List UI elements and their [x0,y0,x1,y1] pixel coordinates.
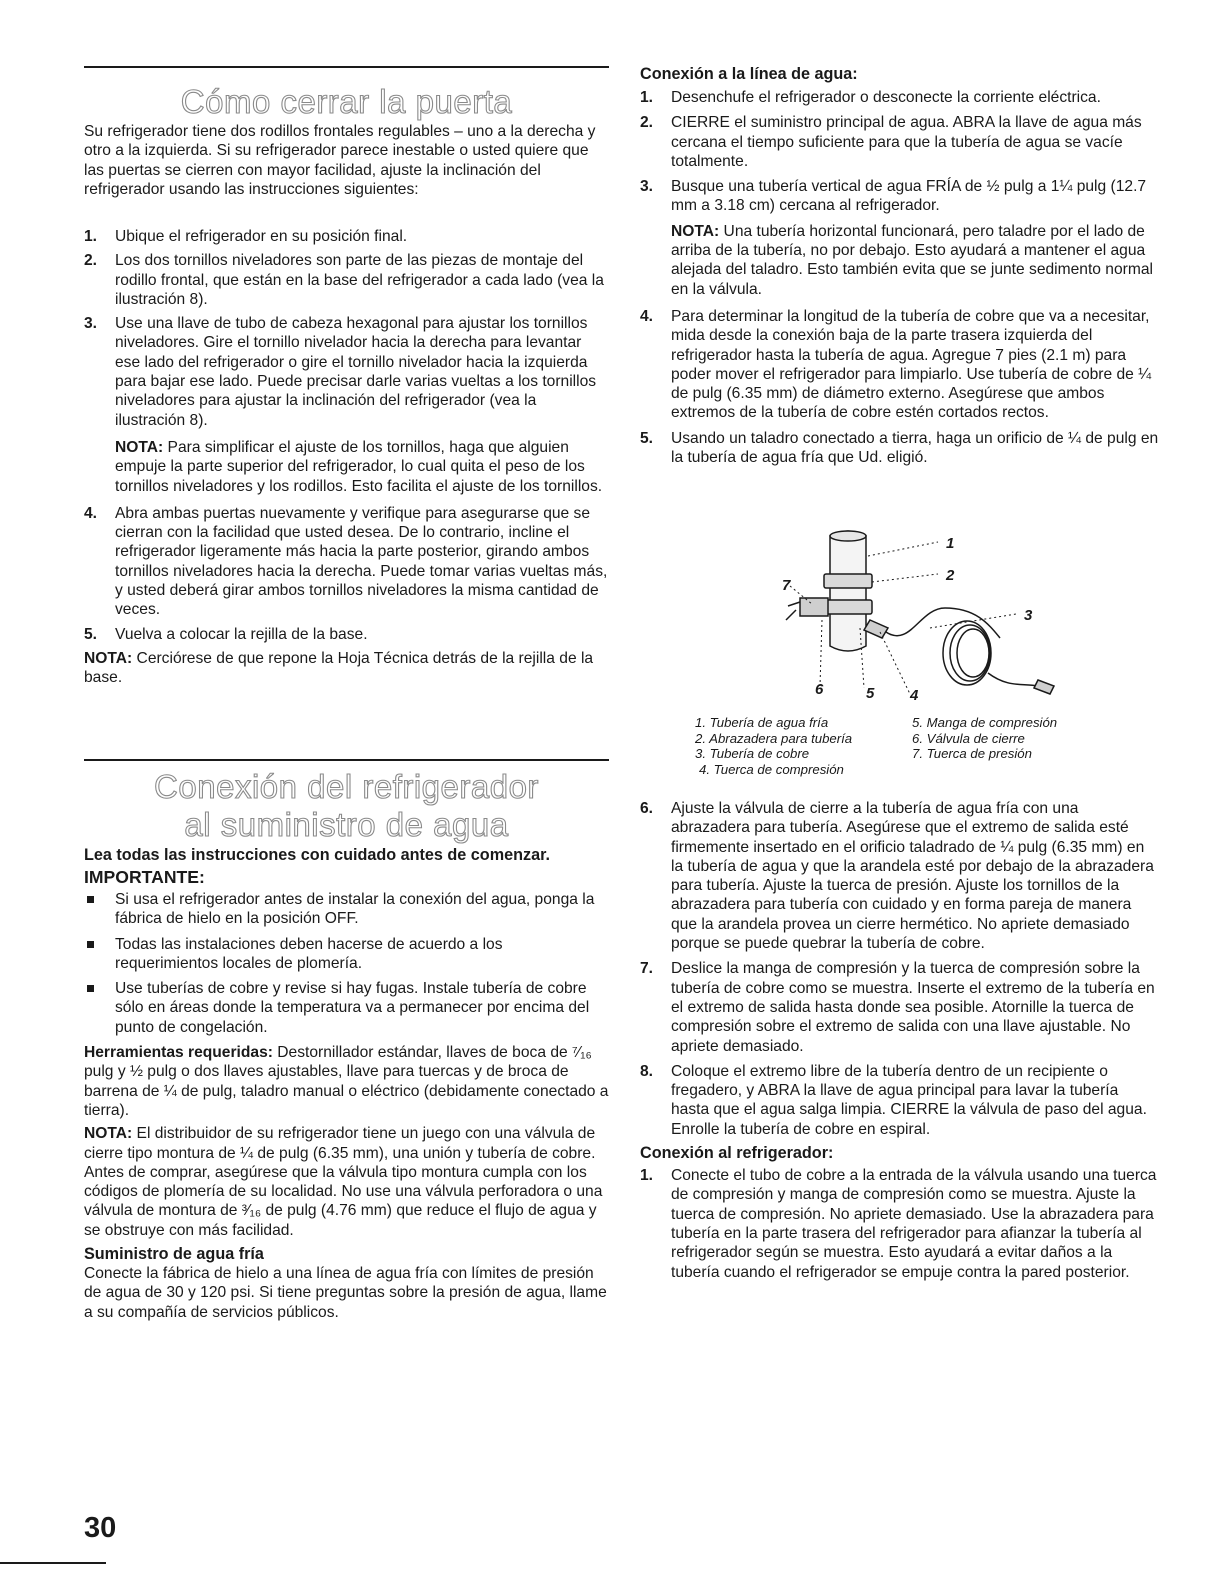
water-line-heading: Conexión a la línea de agua: [640,65,858,83]
figure-legend-left: 1. Tubería de agua fría 2. Abrazadera para tubería 3. Tubería de cobre 4. Tuerca de compresión [695,715,853,777]
note-horizontal-pipe: NOTA: Una tubería horizontal funcionará, pero taladre por el lado de arriba de la tubería, no por debajo. Esto ayudará a mantener el agua alejada del taladro. Esto también evita que se junte sedimento normal en la válvula. [671,222,1153,298]
list-item: 2. CIERRE el suministro principal de agua. ABRA la llave de agua más cercana el tiempo suficiente para que la tubería de agua se vacíe totalmente. [640,114,1142,170]
list-item: 1. Conecte el tubo de cobre a la entrada de la válvula usando una tuerca de compresión y manga de compresión como se muestra. Ajuste la tuerca de compresión. No apriete demasiado. Use la abrazadera para tubería en la parte trasera del refrigerador para afianzar la tubería al refrigerador según se muestra. Esto ayudará a evitar daños a la tubería cuando el refrigerador se empuje contra la pared posterior. [640,1167,1157,1281]
list-item: 5. Usando un taladro conectado a tierra, haga un orificio de ¼ de pulg en la tubería de agua fría que Ud. eligió. [640,429,1159,467]
list-item: Si usa el refrigerador antes de instalar la conexión del agua, ponga la fábrica de hielo en la posición OFF. [84,890,609,929]
water-line-steps-continued [640,799,1160,1282]
bullet-square-icon [87,985,94,992]
note-leveling: NOTA: Para simplificar el ajuste de los tornillos, haga que alguien empuje la parte superior del refrigerador, lo cual quita el peso de los tornillos niveladores y los rodillos. Esto facilita el ajuste de los tornillos. [115,438,603,495]
tube-end-nut-shape [1034,680,1054,694]
leader-line [820,620,822,686]
callout-5: 5 [866,685,875,702]
shutoff-valve-shape [800,598,828,616]
list-item: 7. Deslice la manga de compresión y la tuerca de compresión sobre la tubería de cobre como se muestra. Inserte el extremo de la tubería en el extremo de salida hasta donde sea posible. Atornille la tuerca de compresión sobre el extremo de salida con una llave ajustable. No apriete demasiado. [640,960,1155,1055]
list-item [640,222,1160,299]
cold-water-heading: Suministro de agua fría [84,1245,264,1264]
pipe-top-shape [830,531,866,541]
pipe-clamp-lower-shape [824,600,872,614]
list-item: 4. Abra ambas puertas nuevamente y verifique para asegurarse que se cierran con la facilidad que usted desea. De lo contrario, incline el refrigerador ligeramente más hacia la parte posterior, girando ambos tornillos niveladores hacia la derecha. Puede tomar varias vueltas más, y usted deberá girar ambos tornillos niveladores la misma cantidad de veces. [84,504,608,619]
list-item: 3. Use una llave de tubo de cabeza hexagonal para ajustar los tornillos niveladores. Gire el tornillo nivelador hacia la derecha para levantar ese lado del refrigerador o gire el tornillo nivelador hacia la izquierda para bajar ese lado. Puede precisar darle varias vueltas a los tornillos niveladores para ajustar la inclinación del refrigerador (vea la ilustración 8). [84,315,597,429]
list-item: 1. Ubique el refrigerador en su posición final. [84,228,408,245]
section-rule-top [84,66,609,68]
footer-rule [0,1562,106,1564]
list-item: 3. Busque una tubería vertical de agua FRÍA de ½ pulg a 1¼ pulg (12.7 mm a 3.18 cm) cercana al refrigerador. [640,178,1147,215]
section-heading-water-line-1: Conexión del refrigerador [154,768,539,805]
list-item: 1. Desenchufe el refrigerador o desconecte la corriente eléctrica. [640,89,1101,106]
section-heading-close-door: Cómo cerrar la puerta [180,83,513,120]
callout-1: 1 [946,535,955,552]
callout-4: 4 [910,687,919,704]
compression-nut-shape [864,620,888,638]
copper-tube-end-shape [988,673,1038,686]
note-tech-sheet: NOTA: Cerciórese de que repone la Hoja Técnica detrás de la rejilla de la base. [84,649,594,687]
copper-coil-ring-2 [950,625,990,681]
list-item: 5. Vuelva a colocar la rejilla de la base. [84,625,368,643]
figure-legend-right: 5. Manga de compresión 6. Válvula de cierre 7. Tuerca de presión [912,715,1058,762]
fridge-connection-heading: Conexión al refrigerador: [640,1144,834,1163]
water-connection-body [84,845,609,1322]
section-heading-water-line-2: al suministro de agua [184,806,509,843]
read-instructions-heading: Lea todas las instrucciones con cuidado antes de comenzar. [84,846,550,864]
list-item: 2. Los dos tornillos niveladores son parte de las piezas de montaje del rodillo frontal, que están en la base del refrigerador a cada lado (vea la ilustración 8). [84,252,604,308]
list-item: 4. Para determinar la longitud de la tubería de cobre que va a necesitar, mida desde la conexión baja de la parte trasera izquierda del refrigerador hasta la tubería de agua. Agregue 7 pies (2.1 m) para poder mover el refrigerador para limpiarlo. Use tubería de cobre de ¼ de pulg (6.35 mm) de diámetro externo. Asegúrese que ambos extremos de la tubería de cobre estén cortados rectos. [640,307,1152,422]
intro-paragraph: Su refrigerador tiene dos rodillos frontales regulables – uno a la derecha y otro a la izquierda. Si su refrigerador parece inestable o usted quiere que las puertas se cierren con mayor facilidad, ajuste la inclinación del refrigerador usando las instrucciones siguientes: [84,123,596,198]
list-item [84,438,609,496]
tools-required: Herramientas requeridas: Destornillador estándar, llaves de boca de ⁷⁄₁₆ pulg y ½ pulg o dos llaves ajustables, llave para tuercas y de broca de barrena de ¼ de pulg, taladro manual o eléctrico (debidamente conectado a tierra). [84,1044,609,1119]
list-item: Use tuberías de cobre y revise si hay fugas. Instale tubería de cobre sólo en áreas donde la temperatura va a permanecer por encima del punto de congelación. [84,979,609,1037]
pipe-clamp-shape [824,574,872,588]
callout-3: 3 [1024,607,1033,624]
callout-7: 7 [782,577,791,594]
leader-line [872,574,938,582]
door-steps-list [84,227,609,688]
valve-connection-figure [760,528,1100,708]
callout-2: 2 [946,567,955,584]
important-heading: IMPORTANTE: [84,867,205,887]
note-valve-kit: NOTA: El distribuidor de su refrigerador tiene un juego con una válvula de cierre tipo montura de ¼ de pulg (6.35 mm), una unión y tubería de cobre. Antes de comprar, asegúrese que la válvula tipo montura cumpla con los códigos de plomería de su localidad. No use una válvula perforadora o una válvula de montura de ³⁄₁₆ de pulg (4.76 mm) que reduce el flujo de agua y se obstruye con más facilidad. [84,1125,603,1239]
water-line-section [640,64,1160,473]
bullet-square-icon [87,941,94,948]
leader-line [880,632,910,694]
valve-handle-shape [786,602,800,620]
section-rule-middle [84,759,609,761]
leader-line [868,542,938,556]
callout-6: 6 [815,681,824,698]
page-number: 30 [84,1512,117,1544]
list-item: Todas las instalaciones deben hacerse de acuerdo a los requerimientos locales de plomería. [84,935,609,974]
list-item: 8. Coloque el extremo libre de la tubería dentro de un recipiente o fregadero, y ABRA la llave de agua principal para lavar la tubería hasta que el agua salga limpia. CIERRE la válvula de paso del agua. Enrolle la tubería de cobre en espiral. [640,1062,1147,1138]
copper-coil-ring-3 [957,629,989,677]
bullet-square-icon [87,896,94,903]
cold-water-paragraph: Conecte la fábrica de hielo a una línea de agua fría con límites de presión de agua de 30 y 120 psi. Si tiene preguntas sobre la presión de agua, llame a su compañía de servicios públicos. [84,1265,607,1321]
list-item: 6. Ajuste la válvula de cierre a la tubería de agua fría con una abrazadera para tubería. Asegúrese que el extremo de salida esté firmemente insertado en el orificio taladrado de ¼ pulg (6.35 mm) en la tubería de agua y que la arandela esté por debajo de la abrazadera para tubería. Ajuste la tuerca de presión. Ajuste los tornillos de la abrazadera para tubería con cuidado y en forma pareja de manera que la arandela provea un cierre hermético. No apriete demasiado porque se puede quebrar la tubería de cobre. [640,800,1154,953]
important-bullets [84,890,609,1037]
